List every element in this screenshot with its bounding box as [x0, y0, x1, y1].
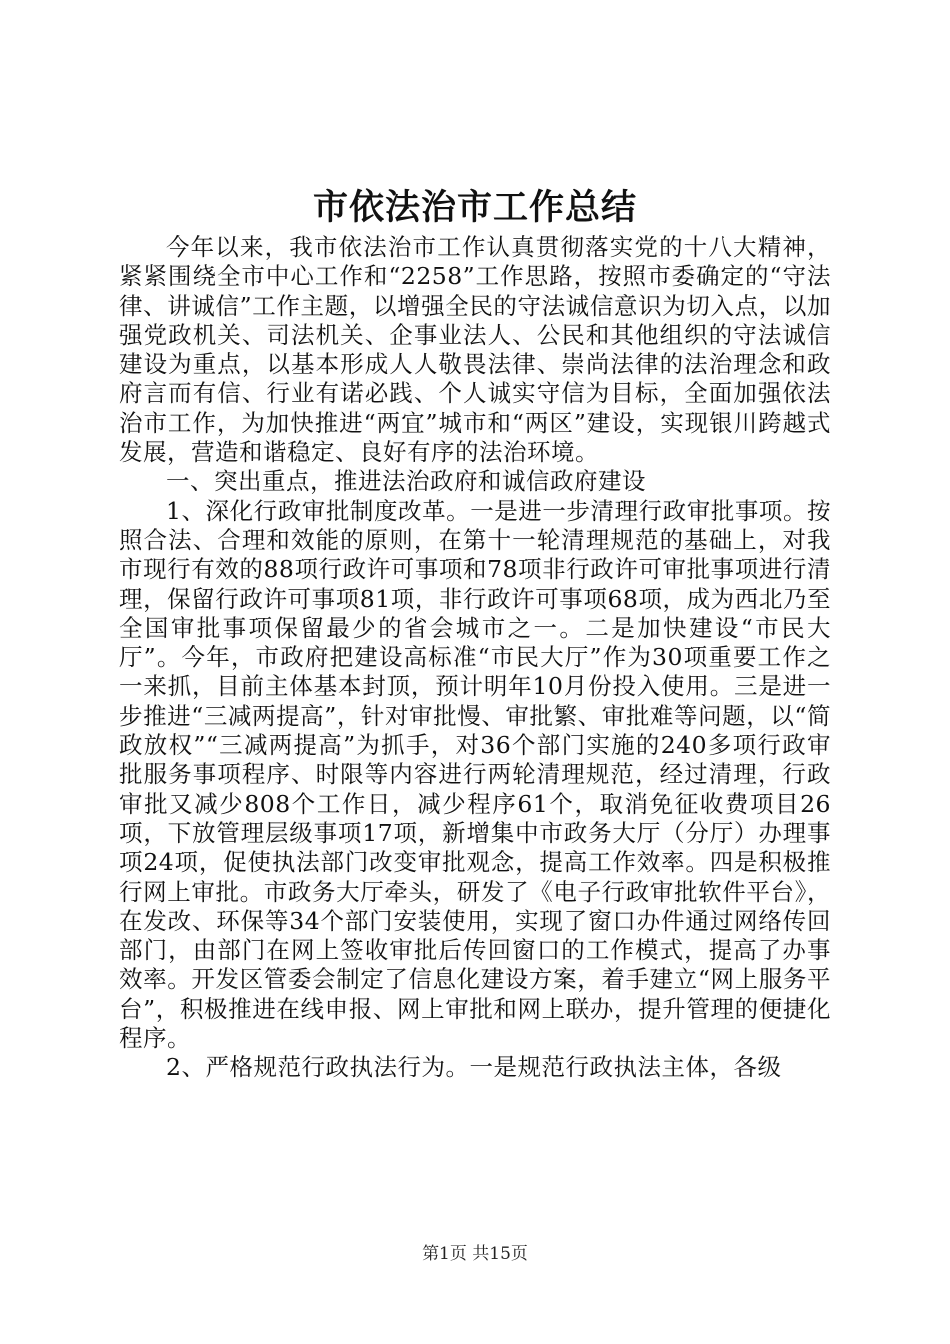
document-title: 市依法治市工作总结 — [312, 187, 637, 228]
paragraph-item-1: 1、深化行政审批制度改革。一是进一步清理行政审批事项。按照合法、合理和效能的原则，在第十一轮清理规范的基础上，对我市现行有效的88项行政许可事项和78项非行政许可审批事项进行清理，保留行政许可事项81项，非行政许可事项68项，成为西北乃至全国审批事项保留最少的省会城市之一。二是加快建设“市民大厅”。今年，市政府把建设高标准“市民大厅”作为30项重要工作之一来抓，目前主体基本封顶，预计明年10月份投入使用。三是进一步推进“三减两提高”，针对审批慢、审批繁、审批难等问题，以“简政放权”“三减两提高”为抓手，对36个部门实施的240多项行政审批服务事项程序、时限等内容进行两轮清理规范，经过清理，行政审批又减少808个工作日，减少程序61个，取消免征收费项目26项，下放管理层级事项17项，新增集中市政务大厅（分厅）办理事项24项，促使执法部门改变审批观念，提高工作效率。四是积极推行网上审批。市政务大厅牵头，研发了《电子行政审批软件平台》，在发改、环保等34个部门安装使用，实现了窗口办件通过网络传回部门，由部门在网上签收审批后传回窗口的工作模式，提高了办事效率。开发区管委会制定了信息化建设方案，着手建立“网上服务平台”，积极推进在线申报、网上审批和网上联办，提升管理的便捷化程序。 — [119, 496, 831, 1053]
section-heading-1: 一、突出重点，推进法治政府和诚信政府建设 — [166, 467, 646, 496]
page-number-footer: 第1页 共15页 — [422, 1244, 528, 1264]
paragraph-intro: 今年以来，我市依法治市工作认真贯彻落实党的十八大精神，紧紧围绕全市中心工作和“2258”工作思路，按照市委确定的“守法律、讲诚信”工作主题，以增强全民的守法诚信意识为切入点，以加强党政机关、司法机关、企事业法人、公民和其他组织的守法诚信建设为重点，以基本形成人人敬畏法律、崇尚法律的法治理念和政府言而有信、行业有诺必践、个人诚实守信为目标，全面加强依法治市工作，为加快推进“两宜”城市和“两区”建设，实现银川跨越式发展，营造和谐稳定、良好有序的法治环境。 — [119, 233, 831, 467]
document-body — [119, 233, 831, 1083]
paragraph-item-2: 2、严格规范行政执法行为。一是规范行政执法主体，各级 — [166, 1053, 782, 1082]
